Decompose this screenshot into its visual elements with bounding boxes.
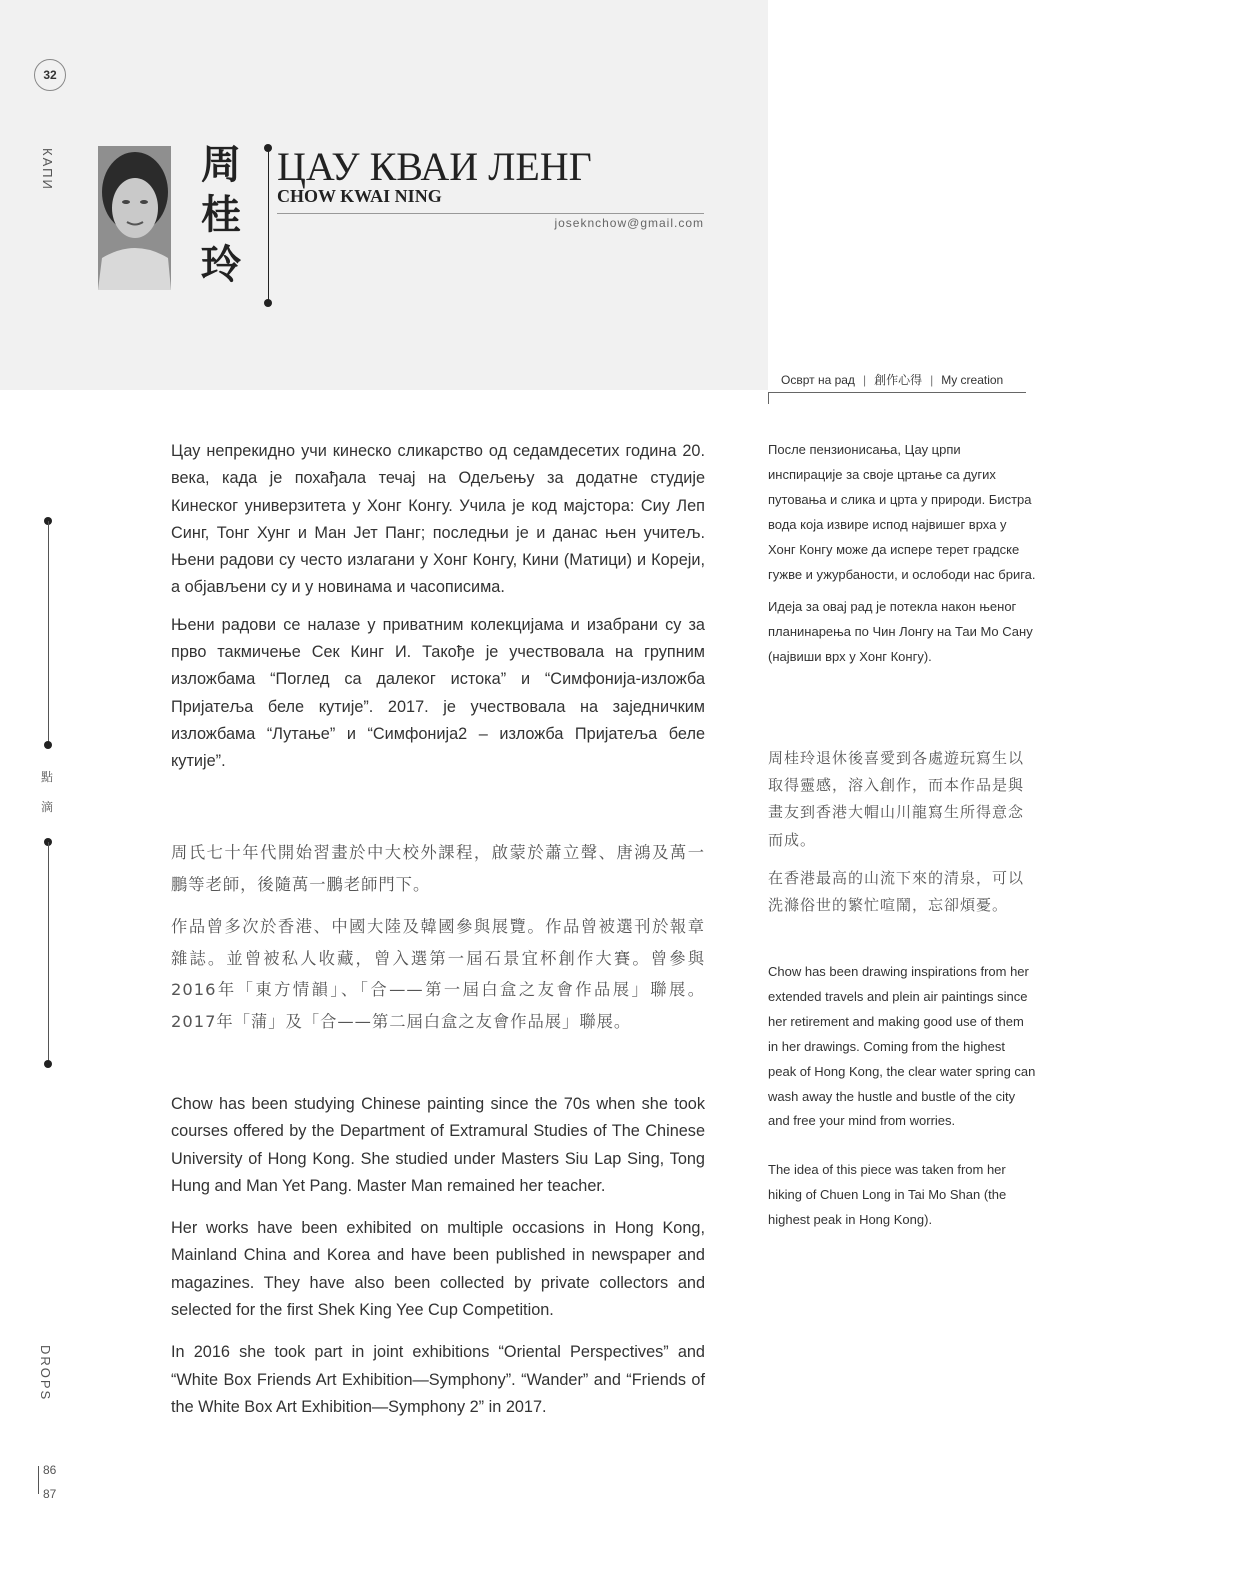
creation-chinese [768, 745, 1036, 919]
side-label-cjk-2: 滴 [41, 800, 54, 814]
timeline-line [48, 842, 49, 1064]
artist-name-chinese: 周桂玲 [201, 141, 241, 288]
name-line-dot-bottom [264, 299, 272, 307]
section-tabs-tick [768, 392, 769, 404]
tab-label-chinese: 創作心得 [874, 373, 923, 387]
bio-zh-paragraph: 周氏七十年代開始習畫於中大校外課程，啟蒙於蕭立聲、唐鴻及萬一鵬等老師，後隨萬一鵬老師門下。 [171, 843, 705, 894]
page-number-right: 87 [43, 1487, 57, 1501]
artist-email: joseknchow@gmail.com [554, 216, 704, 230]
timeline-dot [44, 741, 52, 749]
title-rule [277, 213, 704, 214]
tab-separator: | [862, 373, 867, 387]
creation-sr-paragraph: Идеја за овај рад је потекла након њеног планинарења по Чин Лонгу на Таи Мо Сану (највиши врх у Хонг Конгу). [768, 599, 1033, 665]
bio-sr-paragraph: Цау непрекидно учи кинеско сликарство од седамдесетих година 20. века, када је похађала течај на Одељењу за додатне студије Кинеског универзитета у Хонг Конгу. Учила је код мајстора: Сиу Леп Синг, Тонг Хунг и Ман Јет Панг; последњи је и данас њен учитељ. Њени радови су често излагани у Хонг Конгу, Кини (Матици) и Кореји, а објављени су и у новинама и часописима. [171, 442, 705, 597]
page-number-badge: 32 [34, 59, 66, 91]
creation-zh-paragraph: 在香港最高的山流下來的清泉，可以洗滌俗世的繁忙喧鬧，忘卻煩憂。 [768, 868, 1025, 915]
page-number-left: 86 [43, 1463, 57, 1477]
creation-zh-paragraph: 周桂玲退休後喜愛到各處遊玩寫生以取得靈感，溶入創作，而本作品是與畫友到香港大帽山川龍寫生所得意念而成。 [768, 749, 1025, 849]
tab-separator: | [930, 373, 934, 387]
page-number-separator [38, 1466, 39, 1494]
creation-en-paragraph: The idea of this piece was taken from her hiking of Chuen Long in Tai Mo Shan (the highest peak in Hong Kong). [768, 1162, 1007, 1228]
artist-name-latin: CHOW KWAI NING [277, 186, 442, 206]
bio-english [171, 1091, 705, 1421]
timeline-line [48, 521, 49, 745]
bio-serbian [171, 438, 705, 776]
bio-zh-paragraph: 作品曾多次於香港、中國大陸及韓國參與展覽。作品曾被選刊於報章雜誌。並曾被私人收藏，曾入選第一屆石景宜杯創作大賽。曾參與2016年「東方情韻」、「合——第一屆白盒之友會作品展」聯展。2017年「蒲」及「合——第二屆白盒之友會作品展」聯展。 [171, 917, 705, 1031]
side-label-kapi: КАПИ [40, 148, 55, 191]
creation-en-paragraph: Chow has been drawing inspirations from her extended travels and plein air paintings since her retirement and making good use of them in her drawings. Coming from the highest peak of Hong Kong, the clear water spring can wash away the hustle and bustle of the city and free your mind from worries. [768, 964, 1036, 1129]
artist-name-cyrillic: ЦАУ КВАИ ЛЕНГ [277, 144, 592, 189]
bio-chinese [171, 837, 705, 1037]
portrait-image [98, 146, 171, 290]
creation-serbian [768, 438, 1036, 670]
tab-label-english: My creation [941, 373, 1004, 387]
bio-en-paragraph: Her works have been exhibited on multiple occasions in Hong Kong, Mainland China and Korea and have been published in newspaper and magazines. They have also been collected by private collectors and selected for the first Shek King Yee Cup Competition. [171, 1219, 705, 1320]
creation-english [768, 960, 1036, 1233]
section-tabs-rule [768, 392, 1026, 393]
tab-label-serbian: Осврт на рад [781, 373, 855, 387]
side-label-drops: DROPS [38, 1345, 53, 1402]
bio-en-paragraph: In 2016 she took part in joint exhibitions “Oriental Perspectives” and “White Box Friends Art Exhibition—Symphony”. “Wander” and “Friends of the White Box Art Exhibition—Symphony 2” in 2017. [171, 1343, 705, 1416]
section-tabs [781, 371, 1003, 388]
name-divider-line [268, 148, 269, 303]
side-label-cjk-1: 點 [41, 770, 54, 784]
bio-en-paragraph: Chow has been studying Chinese painting since the 70s when she took courses offered by the Department of Extramural Studies of The Chinese University of Hong Kong. She studied under Masters Siu Lap Sing, Tong Hung and Man Yet Pang. Master Man remained her teacher. [171, 1095, 705, 1195]
artist-portrait [98, 146, 171, 290]
bio-sr-paragraph: Њени радови се налазе у приватним колекцијама и изабрани су за прво такмичење Сек Кинг И. Такође је учествовала на групним изложбама “Поглед са далеког истока” и “Симфонија-изложба Пријатеља беле кутије”. 2017. је учествовала на заједничким изложбама “Лутање” и “Симфонија2 – изложба Пријатеља беле кутије”. [171, 615, 705, 771]
spread-page-numbers [43, 1458, 56, 1506]
timeline-dot [44, 1060, 52, 1068]
creation-sr-paragraph: После пензионисања, Цау црпи инспирације за своје цртање са дугих путовања и слика и црта у природи. Бистра вода која извире испод највишег врха у Хонг Конгу може да исперe терет градске гужве и ужурбаности, и ослободи нас брига. [768, 442, 1036, 582]
